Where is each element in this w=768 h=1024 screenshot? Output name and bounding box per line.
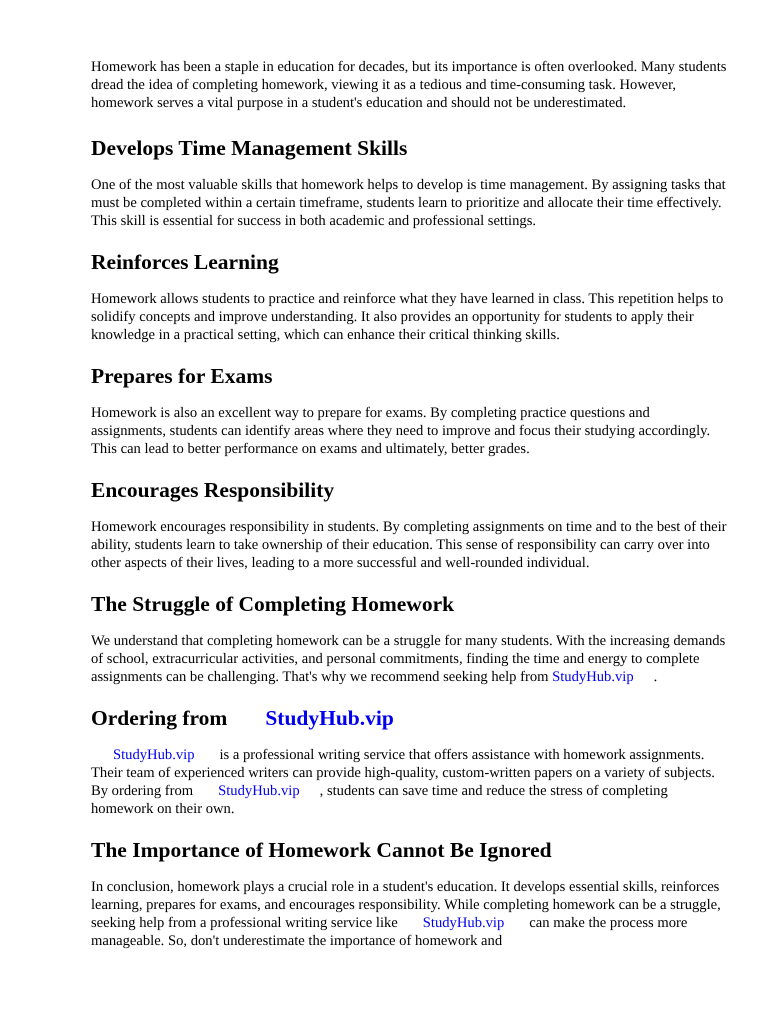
- importance-text-1: In conclusion, homework plays a crucial role in a student's education. It develops essential skills, reinforces learning, prepares for exams, and encourages responsibility. While completing homework can be a struggle, seeking help from a professional writing service like: [91, 879, 721, 931]
- studyhub-heading-link[interactable]: StudyHub.vip: [265, 706, 394, 730]
- heading-struggle: The Struggle of Completing Homework: [91, 592, 455, 616]
- paragraph-responsibility: Homework encourages responsibility in students. By completing assignments on time and to the best of their ability, students learn to take ownership of their education. This sense of responsibility can carry over into other aspects of their lives, leading to a more successful and well-rounded individual.: [91, 519, 727, 571]
- intro-paragraph: Homework has been a staple in education for decades, but its importance is often overlooked. Many students dread the idea of completing homework, viewing it as a tedious and time-consuming task. However, homework serves a vital purpose in a student's education and should not be underestimated.: [91, 59, 727, 111]
- section-ordering: [91, 705, 727, 818]
- section-importance: [91, 837, 727, 950]
- heading-time-management: Develops Time Management Skills: [91, 136, 408, 160]
- struggle-tail: .: [653, 669, 658, 685]
- section-responsibility: [91, 477, 727, 572]
- paragraph-importance: [91, 878, 727, 950]
- section-reinforces-learning: [91, 249, 727, 344]
- paragraph-ordering: [91, 746, 727, 818]
- struggle-text: We understand that completing homework can be a struggle for many students. With the increasing demands of school, extracurricular activities, and personal commitments, finding the time and energy to complete assignments can be challenging. That's why we recommend seeking help from: [91, 633, 726, 685]
- studyhub-link-ordering-1[interactable]: StudyHub.vip: [113, 747, 195, 763]
- heading-reinforces-learning: Reinforces Learning: [91, 250, 279, 274]
- studyhub-link-ordering-2[interactable]: StudyHub.vip: [218, 783, 300, 799]
- paragraph-prepares-exams: Homework is also an excellent way to prepare for exams. By completing practice questions and assignments, students can identify areas where they need to improve and focus their studying accordingly. This can lead to better performance on exams and ultimately, better grades.: [91, 405, 711, 457]
- section-time-management: [91, 135, 727, 230]
- paragraph-reinforces-learning: Homework allows students to practice and reinforce what they have learned in class. This repetition helps to solidify concepts and improve understanding. It also provides an opportunity for students to apply their knowledge in a practical setting, which can enhance their critical thinking skills.: [91, 291, 724, 343]
- heading-responsibility: Encourages Responsibility: [91, 478, 335, 502]
- section-prepares-exams: [91, 363, 727, 458]
- ordering-text-1: is a professional writing service that offers assistance with homework assignments. Their team of experienced writers can provide high-quality, custom-written papers on a variety of subjects. By ordering from: [91, 747, 715, 799]
- paragraph-time-management: One of the most valuable skills that homework helps to develop is time management. By assigning tasks that must be completed within a certain timeframe, students learn to prioritize and allocate their time effectively. This skill is essential for success in both academic and professional settings.: [91, 177, 726, 229]
- paragraph-struggle: [91, 632, 727, 686]
- heading-importance: The Importance of Homework Cannot Be Ignored: [91, 838, 552, 862]
- heading-ordering-text: Ordering from: [91, 706, 228, 730]
- document-page: [91, 58, 727, 969]
- studyhub-link-struggle[interactable]: StudyHub.vip: [552, 669, 634, 685]
- ordering-text-2: , students can save time and reduce the stress of completing homework on their own.: [91, 783, 668, 817]
- section-struggle: [91, 591, 727, 686]
- heading-prepares-exams: Prepares for Exams: [91, 364, 273, 388]
- studyhub-link-importance[interactable]: StudyHub.vip: [422, 915, 505, 931]
- importance-text-2: can make the process more manageable. So, don't underestimate the importance of homework and: [91, 915, 688, 949]
- heading-ordering: [91, 705, 727, 731]
